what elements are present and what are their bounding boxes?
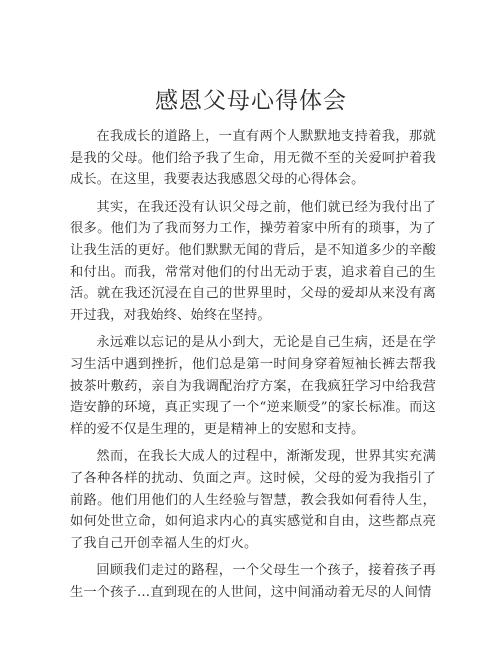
document-body — [70, 126, 436, 609]
paragraph: 在我成长的道路上，一直有两个人默默地支持着我，那就是我的父母。他们给予我了生命，用无微不至的关爱呵护着我成长。在这里，我要表达我感恩父母的心得体会。 — [70, 129, 436, 188]
paragraph: 其实，在我还没有认识父母之前，他们就已经为我付出了很多。他们为了我而努力工作，操劳着家中所有的琐事，为了让我生活的更好。他们默默无闻的背后，是不知道多少的辛酸和付出。而我，常常对他们的付出无动于衷，追求着自己的生活。就在我还沉浸在自己的世界里时，父母的爱却从来没有离开过我，对我始终、始终在坚持。 — [70, 199, 436, 323]
paragraph: 永远难以忘记的是从小到大，无论是自己生病，还是在学习生活中遇到挫折，他们总是第一时间身穿着短袖长裤去帮我披茶叶敷药，亲自为我调配治疗方案，在我疯狂学习中给我营造安静的环境，真正实现了一个“逆来顺受”的家长标准。而这样的爱不仅是生理的，更是精神上的安慰和支持。 — [70, 335, 436, 437]
document-title: 感恩父母心得体会 — [155, 88, 347, 114]
paragraph: 然而，在我长大成人的过程中，渐渐发现，世界其实充满了各种各样的扰动、负面之声。这时候，父母的爱为我指引了前路。他们用他们的人生经验与智慧，教会我如何看待人生，如何处世立命，如何追求内心的真实感觉和自由，这些都点亮了我自己开创幸福人生的灯火。 — [70, 449, 436, 551]
paragraph: 回顾我们走过的路程，一个父母生一个孩子，接着孩子再生一个孩子…直到现在的人世间，这中间涌动着无尽的人间情 — [70, 563, 436, 600]
